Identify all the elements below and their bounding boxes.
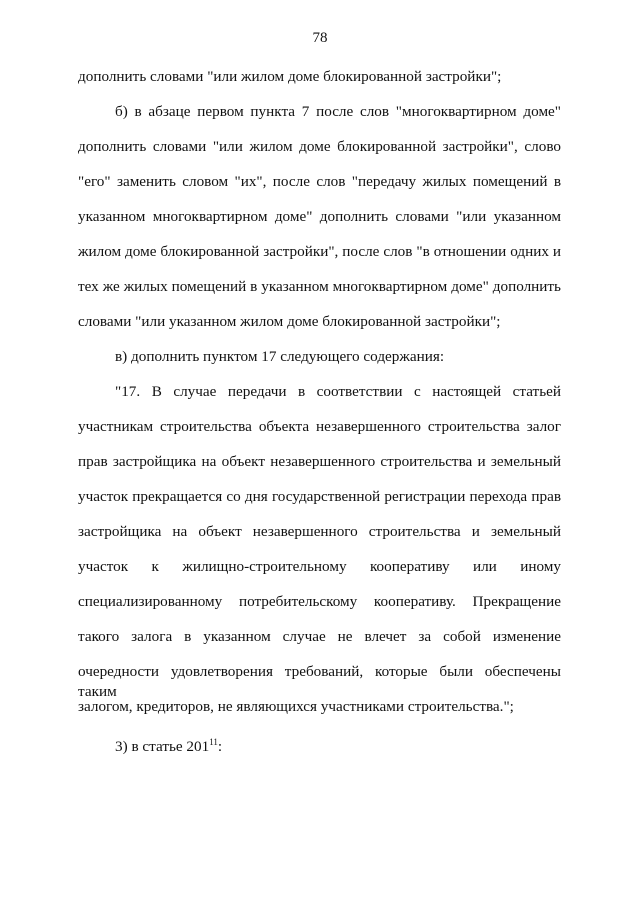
text-line: в) дополнить пунктом 17 следующего содержания: xyxy=(115,348,445,365)
section-superscript: 11 xyxy=(209,736,218,747)
text-line: указанном многоквартирном доме" дополнить словами "или указанном xyxy=(78,208,561,225)
text-line: "его" заменить словом "их", после слов "передачу жилых помещений в xyxy=(78,173,561,190)
text-line: застройщика на объект незавершенного строительства и земельный xyxy=(78,523,561,540)
text-line: участок прекращается со дня государственной регистрации перехода прав xyxy=(78,488,561,505)
text-line: участникам строительства объекта незавершенного строительства залог xyxy=(78,418,561,435)
section-heading-suffix: : xyxy=(217,738,223,755)
page-number: 78 xyxy=(312,30,328,46)
text-line: словами "или указанном жилом доме блокированной застройки"; xyxy=(78,313,501,330)
section-heading-line xyxy=(115,737,561,757)
text-line: прав застройщика на объект незавершенного строительства и земельный xyxy=(78,453,561,470)
text-line: тех же жилых помещений в указанном многоквартирном доме" дополнить xyxy=(78,278,561,295)
text-line: такого залога в указанном случае не влечет за собой изменение xyxy=(78,628,561,645)
text-line: жилом доме блокированной застройки", после слов "в отношении одних и xyxy=(78,243,561,260)
text-line: "17. В случае передачи в соответствии с настоящей статьей xyxy=(115,383,561,400)
text-line: б) в абзаце первом пункта 7 после слов "многоквартирном доме" xyxy=(115,103,561,120)
section-heading-text: 3) в статье 201 xyxy=(115,738,210,755)
text-line: специализированному потребительскому кооперативу. Прекращение xyxy=(78,593,561,610)
text-line: участок к жилищно-строительному кооперативу или иному xyxy=(78,558,561,575)
text-line: дополнить словами "или жилом доме блокированной застройки", слово xyxy=(78,138,561,155)
text-line: очередности удовлетворения требований, которые были обеспечены таким xyxy=(78,663,561,700)
text-line: дополнить словами "или жилом доме блокированной застройки"; xyxy=(78,68,502,85)
text-line: залогом, кредиторов, не являющихся участниками строительства."; xyxy=(78,698,514,715)
